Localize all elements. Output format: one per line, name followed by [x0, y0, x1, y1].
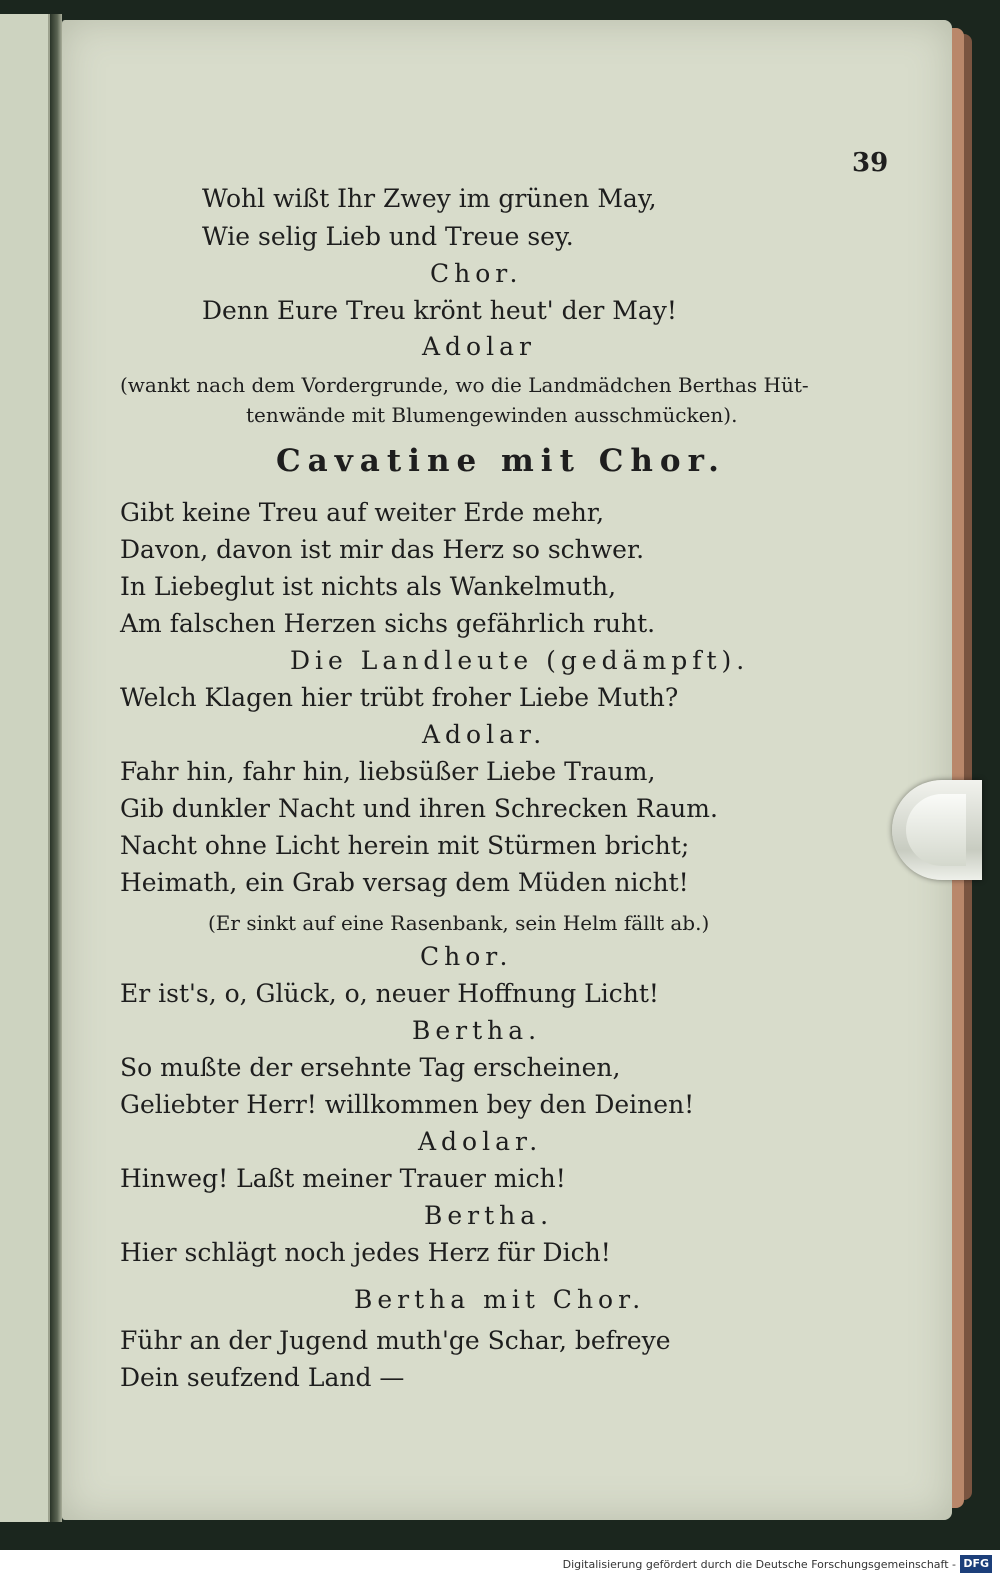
left-page-edge: [0, 14, 50, 1522]
text-line: Welch Klagen hier trübt froher Liebe Muth?: [120, 683, 679, 712]
text-line: So mußte der ersehnte Tag erscheinen,: [120, 1053, 621, 1082]
speaker-label: Chor.: [430, 259, 523, 288]
speaker-label: Chor.: [420, 942, 513, 971]
stage-direction: tenwände mit Blumengewinden ausschmücken).: [246, 403, 738, 427]
text-line: Fahr hin, fahr hin, liebsüßer Liebe Traum,: [120, 757, 656, 786]
stage-direction: (wankt nach dem Vordergrunde, wo die Landmädchen Berthas Hüt-: [120, 373, 809, 397]
text-line: Am falschen Herzen sichs gefährlich ruht.: [120, 609, 656, 638]
speaker-label: Adolar.: [418, 1127, 543, 1156]
page-clip: [892, 780, 982, 880]
right-page: [62, 20, 952, 1520]
speaker-label: Adolar.: [422, 720, 547, 749]
speaker-label: Die Landleute (gedämpft).: [290, 646, 750, 675]
speaker-label: Bertha mit Chor.: [354, 1285, 646, 1314]
text-line: Gib dunkler Nacht und ihren Schrecken Raum.: [120, 794, 718, 823]
text-line: Nacht ohne Licht herein mit Stürmen bricht;: [120, 831, 690, 860]
page-number: 39: [852, 148, 889, 178]
text-line: In Liebeglut ist nichts als Wankelmuth,: [120, 572, 617, 601]
text-line: Davon, davon ist mir das Herz so schwer.: [120, 535, 645, 564]
text-line: Heimath, ein Grab versag dem Müden nicht!: [120, 868, 689, 897]
page-clip-highlight: [906, 794, 966, 866]
speaker-label: Adolar: [422, 332, 536, 361]
text-line: Hinweg! Laßt meiner Trauer mich!: [120, 1164, 566, 1193]
footer-bar: [0, 1550, 1000, 1580]
text-line: Hier schlägt noch jedes Herz für Dich!: [120, 1238, 611, 1267]
text-line: Geliebter Herr! willkommen bey den Deinen!: [120, 1090, 695, 1119]
dfg-logo: DFG: [960, 1555, 992, 1573]
stage-direction: (Er sinkt auf eine Rasenbank, sein Helm fällt ab.): [208, 911, 710, 935]
speaker-label: Bertha.: [424, 1201, 554, 1230]
text-line: Dein seufzend Land —: [120, 1363, 405, 1392]
page-edge: [950, 28, 964, 1508]
book-gutter: [50, 14, 62, 1522]
text-line: Er ist's, o, Glück, o, neuer Hoffnung Licht!: [120, 979, 659, 1008]
speaker-label: Bertha.: [412, 1016, 542, 1045]
funding-credit: Digitalisierung gefördert durch die Deutsche Forschungsgemeinschaft -: [562, 1558, 956, 1571]
text-line: Denn Eure Treu krönt heut' der May!: [202, 296, 677, 325]
text-line: Führ an der Jugend muth'ge Schar, befreye: [120, 1326, 671, 1355]
text-line: Gibt keine Treu auf weiter Erde mehr,: [120, 498, 605, 527]
text-line: Wie selig Lieb und Treue sey.: [202, 222, 574, 251]
section-heading: Cavatine mit Chor.: [276, 443, 726, 479]
text-line: Wohl wißt Ihr Zwey im grünen May,: [202, 184, 657, 213]
